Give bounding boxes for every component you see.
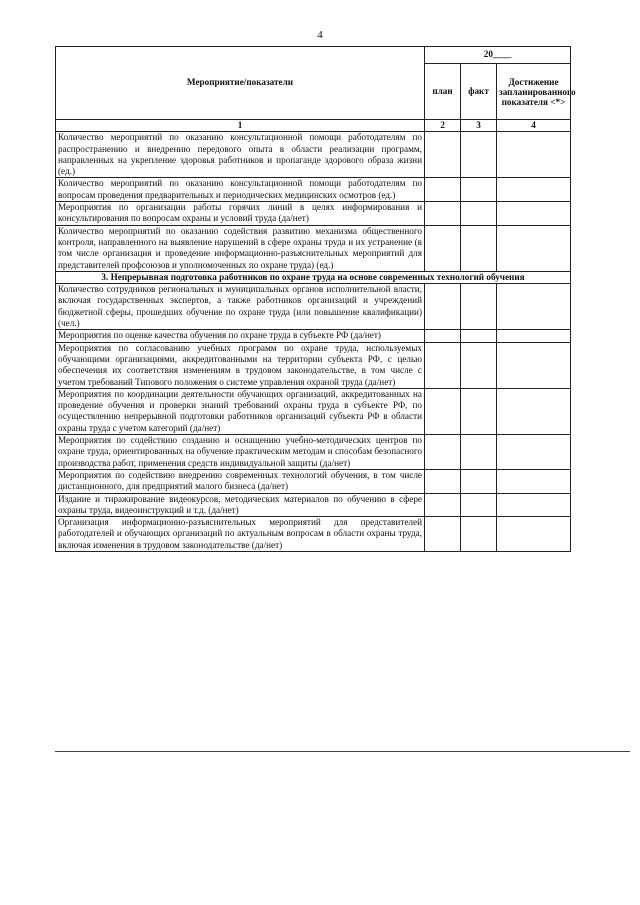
fact-cell [461,388,497,434]
indicator-text: Мероприятия по организации работы горячих линий в целях информирования и консультирования по вопросам охраны и условий труда (да/нет) [56,202,425,226]
header-achievement: Достижение запланированного показателя <*> [497,64,571,120]
column-number: 1 [56,120,425,132]
page-number: 4 [317,29,323,41]
table-row [56,469,571,493]
plan-cell [425,178,461,202]
achievement-cell [497,284,571,330]
plan-cell [425,225,461,271]
header-plan: план [425,64,461,120]
plan-cell [425,517,461,552]
plan-cell [425,284,461,330]
achievement-cell [497,435,571,470]
achievement-cell [497,330,571,342]
page-divider [55,751,630,752]
achievement-cell [497,388,571,434]
indicator-text: Количество мероприятий по оказанию содействия развитию механизма общественного контроля, направленного на выявление нарушений в сфере охраны труда и их устранение (в том числе организация и проведение информационно-разъяснительных мероприятий для представителей профсоюзов и уполномоченных по охране труда) (ед.) [56,225,425,271]
fact-cell [461,493,497,517]
table-row [56,284,571,330]
indicator-text: Мероприятия по содействию созданию и оснащению учебно-методических центров по охране труда, ориентированных на обучение практическим методам и способам безопасного производства работ, применения средств индивидуальной защиты (да/нет) [56,435,425,470]
header-indicator: Мероприятие/показатели [56,47,425,120]
indicator-text: Мероприятия по содействию внедрению современных технологий обучения, в том числе дистанционного, для предприятий малого бизнеса (да/нет) [56,469,425,493]
indicator-text: Мероприятия по координации деятельности обучающих организаций, аккредитованных на проведение обучения и проверки знаний требований охраны труда в субъекте РФ, по осуществлению непрерывной подготовки работников организаций субъекта РФ в области охраны труда с учетом категорий (да/нет) [56,388,425,434]
fact-cell [461,469,497,493]
table-row [56,435,571,470]
fact-cell [461,284,497,330]
achievement-cell [497,202,571,226]
table-row [56,388,571,434]
achievement-cell [497,517,571,552]
fact-cell [461,132,497,178]
indicators-table [55,46,576,552]
indicator-text: Количество мероприятий по оказанию консультационной помощи работодателям по распространению и внедрению передового опыта в области реализации программ, направленных на укрепление здоровья работников и пропаганде здорового образа жизни (ед.) [56,132,425,178]
fact-cell [461,330,497,342]
plan-cell [425,435,461,470]
fact-cell [461,342,497,388]
plan-cell [425,330,461,342]
indicator-text: Организация информационно-разъяснительных мероприятий для представителей работодателей и обучающих организаций по актуальным вопросам в области охраны труда, включая изменения в трудовом законодательстве (да/нет) [56,517,425,552]
table-row [56,132,571,178]
indicator-text: Мероприятия по согласованию учебных программ по охране труда, используемых обучающими организациями, аккредитованными на территории субъекта РФ, с целью обеспечения их соответствия изменениям в трудовом законодательстве, в том числе с учетом требований Типового положения о системе управления охраной труда (да/нет) [56,342,425,388]
plan-cell [425,202,461,226]
achievement-cell [497,225,571,271]
table-row [56,342,571,388]
section-heading-row [56,271,571,283]
plan-cell [425,469,461,493]
table-row [56,178,571,202]
fact-cell [461,435,497,470]
plan-cell [425,493,461,517]
table-row [56,225,571,271]
fact-cell [461,202,497,226]
table-row [56,517,571,552]
header-fact: факт [461,64,497,120]
section-heading: 3. Непрерывная подготовка работников по охране труда на основе современных технологий обучения [56,271,571,283]
table-row [56,202,571,226]
table-row [56,330,571,342]
plan-cell [425,132,461,178]
fact-cell [461,225,497,271]
achievement-cell [497,493,571,517]
indicator-text: Мероприятия по оценке качества обучения по охране труда в субъекте РФ (да/нет) [56,330,425,342]
achievement-cell [497,342,571,388]
fact-cell [461,517,497,552]
column-number: 3 [461,120,497,132]
achievement-cell [497,469,571,493]
achievement-cell [497,132,571,178]
column-number: 2 [425,120,461,132]
indicator-text: Издание и тиражирование видеокурсов, методических материалов по обучению в сфере охраны труда, видеоинструкций и т.д. (да/нет) [56,493,425,517]
plan-cell [425,342,461,388]
fact-cell [461,178,497,202]
column-number: 4 [497,120,571,132]
indicator-text: Количество сотрудников региональных и муниципальных органов исполнительной власти, включая государственных экспертов, а также работников организаций и учреждений бюджетной сферы, прошедших обучение по охране труда (или повышение квалификации) (чел.) [56,284,425,330]
indicator-text: Количество мероприятий по оказанию консультационной помощи работодателям по вопросам проведения предварительных и периодических медицинских осмотров (ед.) [56,178,425,202]
header-year: 20____ [425,47,571,64]
plan-cell [425,388,461,434]
column-numbers-row [56,120,571,132]
table-row [56,493,571,517]
achievement-cell [497,178,571,202]
